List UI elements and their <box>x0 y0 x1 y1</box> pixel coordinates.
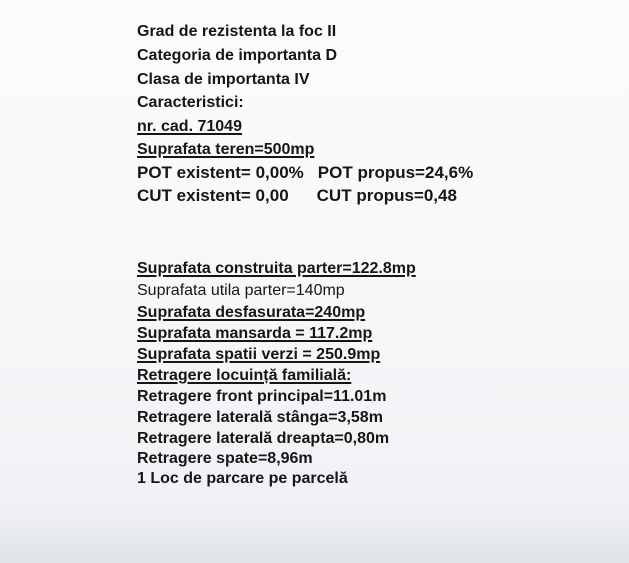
setback-rear-line: Retragere spate=8,96m <box>137 450 313 467</box>
cut-existent: CUT existent= 0,00 <box>137 186 289 205</box>
parking-line: 1 Loc de parcare pe parcelă <box>137 470 348 487</box>
usable-area-ground-line: Suprafata utila parter=140mp <box>137 282 345 299</box>
attic-area-line: Suprafata mansarda = 117.2mp <box>137 325 373 342</box>
characteristics-heading: Caracteristici: <box>137 94 244 111</box>
cadastral-number-line: nr. cad. 71049 <box>137 118 242 135</box>
importance-class-line: Clasa de importanta IV <box>137 71 310 88</box>
developed-area-line: Suprafata desfasurata=240mp <box>137 304 366 321</box>
fire-resistance-line: Grad de rezistenta la foc II <box>137 23 337 40</box>
cut-propus: CUT propus=0,48 <box>316 186 457 205</box>
setback-right-line: Retragere laterală dreapta=0,80m <box>137 430 390 447</box>
green-area-line: Suprafata spatii verzi = 250.9mp <box>137 346 381 363</box>
setback-front-line: Retragere front principal=11.01m <box>137 388 387 405</box>
pot-row <box>137 163 473 182</box>
pot-existent: POT existent= 0,00% <box>137 163 304 182</box>
land-area-line: Suprafata teren=500mp <box>137 141 315 158</box>
setback-heading: Retragere locuință familială: <box>137 367 352 384</box>
setback-left-line: Retragere laterală stânga=3,58m <box>137 409 383 426</box>
built-area-ground-line: Suprafata construita parter=122.8mp <box>137 260 416 277</box>
pot-propus: POT propus=24,6% <box>317 163 474 182</box>
importance-category-line: Categoria de importanta D <box>137 47 338 64</box>
page-shadow <box>0 503 629 563</box>
cut-row <box>137 186 457 205</box>
